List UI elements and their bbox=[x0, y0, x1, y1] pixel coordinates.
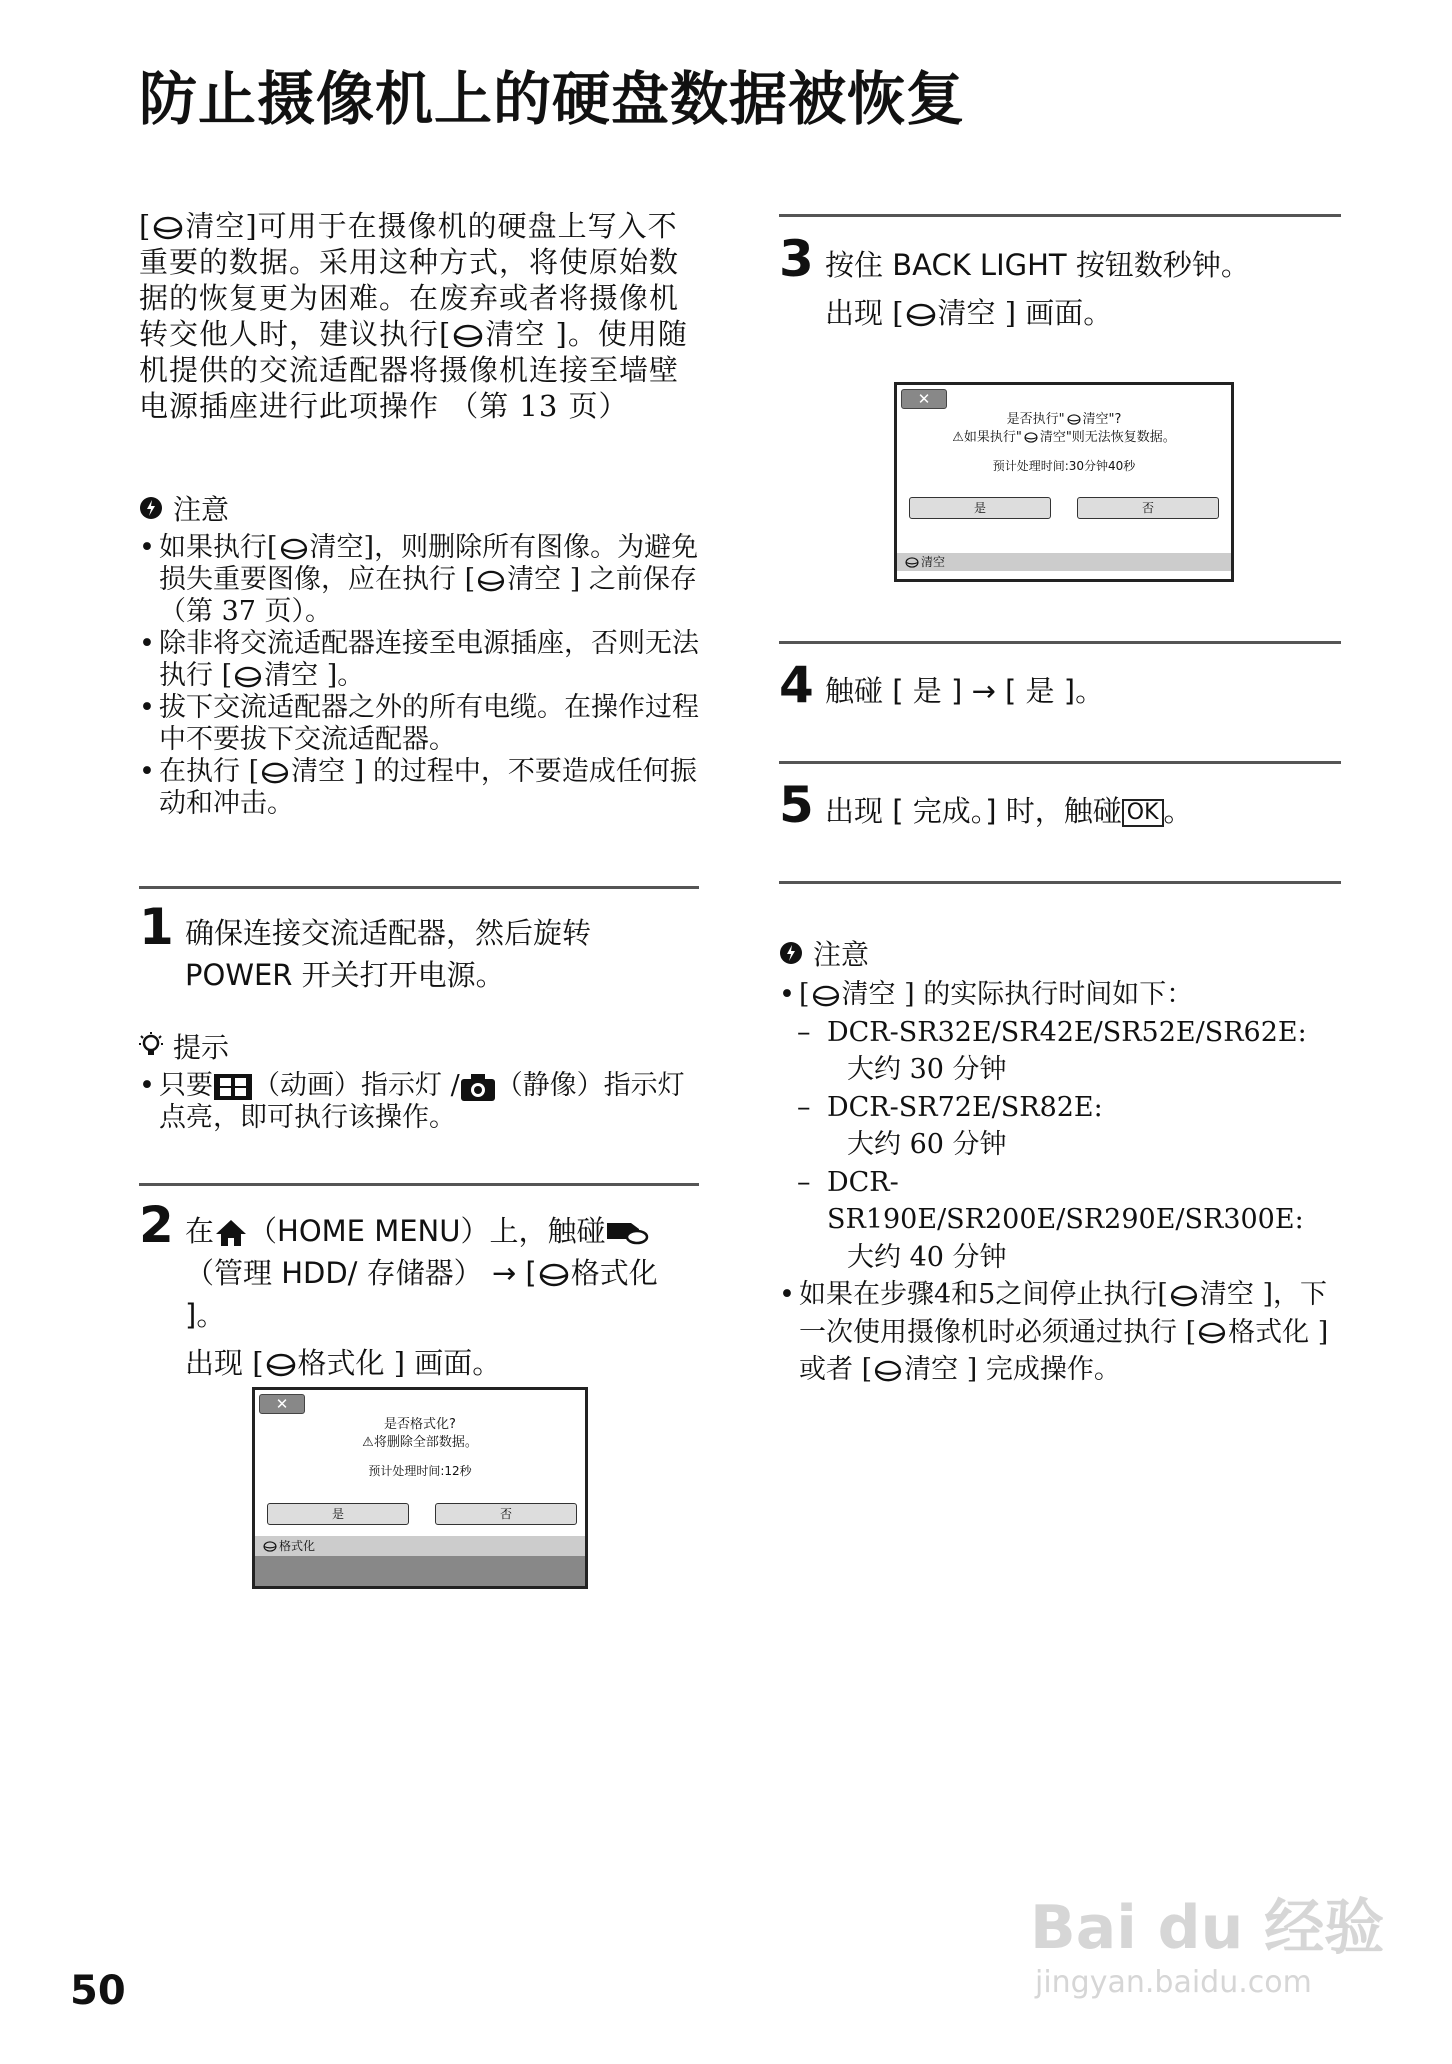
divider bbox=[779, 641, 1341, 644]
divider bbox=[139, 886, 699, 889]
yes-button[interactable]: 是 bbox=[267, 1503, 409, 1525]
watermark-logo: Bai du 经验 bbox=[1030, 1893, 1385, 1963]
divider bbox=[779, 214, 1341, 217]
warning-text: ⚠将删除全部数据。 bbox=[362, 1435, 478, 1450]
text: [ bbox=[139, 209, 152, 243]
text: 清空 ]。使用随机提供的交流适配器将摄像机连接至墙壁电源插座进行此项操作 （第 13 页） bbox=[139, 317, 688, 423]
lightbulb-icon bbox=[139, 1032, 163, 1060]
movie-film-icon bbox=[213, 1072, 253, 1102]
step-number: 4 bbox=[779, 656, 814, 714]
hdd-disk-icon bbox=[1198, 1322, 1226, 1344]
close-button[interactable]: ✕ bbox=[259, 1394, 305, 1414]
step-text: 出现 [ 完成。] 时，触碰 OK 。 bbox=[825, 794, 1193, 828]
list-item: • 在执行 [ 清空 ] 的过程中，不要造成任何振动和冲击。 bbox=[139, 756, 699, 820]
estimated-time: 预计处理时间:12秒 bbox=[368, 1464, 472, 1478]
hdd-disk-icon bbox=[263, 1541, 277, 1552]
hdd-disk-icon bbox=[453, 324, 483, 348]
step-number: 3 bbox=[779, 230, 814, 288]
page-number: 50 bbox=[70, 1968, 126, 2014]
step-3 bbox=[779, 230, 1341, 334]
step-result: 出现 [ 清空 ] 画面。 bbox=[825, 296, 1113, 330]
step-5 bbox=[779, 776, 1341, 834]
hdd-disk-icon bbox=[153, 216, 183, 240]
step-result: 出现 [ 格式化 ] 画面。 bbox=[185, 1346, 502, 1380]
tip-heading-text: 提示 bbox=[173, 1031, 230, 1064]
divider bbox=[779, 761, 1341, 764]
caution-icon bbox=[779, 941, 803, 965]
hdd-disk-icon bbox=[1024, 432, 1038, 443]
page-title: 防止摄像机上的硬盘数据被恢复 bbox=[139, 65, 966, 133]
step-text: 按住 BACK LIGHT 按钮数秒钟。 出现 [ 清空 ] 画面。 bbox=[779, 244, 1341, 334]
list-item: • 如果在步骤4和5之间停止执行[ 清空 ]，下一次使用摄像机时必须通过执行 [ 格式化 ] 或者 [ 清空 ] 完成操作。 bbox=[779, 1276, 1341, 1389]
tip-heading bbox=[139, 1026, 229, 1066]
list-item: • 如果执行[ 清空]，则删除所有图像。为避免损失重要图像，应在执行 [ 清空 ] 之前保存 （第 37 页）。 bbox=[139, 532, 699, 628]
step-1 bbox=[139, 898, 699, 996]
model-item: – DCR-SR190E/SR200E/SR290E/SR300E: bbox=[779, 1164, 1341, 1239]
step-number: 2 bbox=[139, 1196, 174, 1254]
camera-icon bbox=[460, 1072, 496, 1102]
manage-hdd-icon bbox=[605, 1219, 649, 1247]
hdd-disk-icon bbox=[266, 1353, 296, 1377]
confirm-question: 是否执行" 清空"? bbox=[1006, 412, 1122, 427]
note-heading-text: 注意 bbox=[813, 938, 870, 971]
tip-list bbox=[139, 1070, 699, 1134]
no-button[interactable]: 否 bbox=[435, 1503, 577, 1525]
time-value: 大约 40 分钟 bbox=[847, 1241, 1007, 1273]
hdd-disk-icon bbox=[539, 1263, 569, 1287]
step-number: 1 bbox=[139, 898, 174, 956]
time-value: 大约 30 分钟 bbox=[847, 1054, 1007, 1085]
hdd-disk-icon bbox=[280, 538, 308, 560]
screen-footer: 格式化 bbox=[255, 1536, 585, 1556]
format-screen bbox=[252, 1387, 588, 1589]
erase-screen bbox=[894, 382, 1234, 582]
no-button[interactable]: 否 bbox=[1077, 497, 1219, 519]
note-heading bbox=[139, 488, 229, 528]
list-item: • [ 清空 ] 的实际执行时间如下： bbox=[779, 976, 1341, 1014]
ok-button-icon: OK bbox=[1122, 799, 1164, 827]
note-heading bbox=[779, 933, 869, 973]
caution-icon bbox=[139, 496, 163, 520]
hdd-disk-icon bbox=[1067, 414, 1081, 425]
hdd-disk-icon bbox=[1170, 1285, 1198, 1307]
model-item: – DCR-SR72E/SR82E: bbox=[779, 1089, 1341, 1127]
hdd-disk-icon bbox=[812, 985, 840, 1007]
screen-bottom-bar bbox=[255, 1556, 585, 1586]
hdd-disk-icon bbox=[874, 1360, 902, 1382]
time-value: 大约 60 分钟 bbox=[847, 1129, 1007, 1160]
model-item: – DCR-SR32E/SR42E/SR52E/SR62E: bbox=[779, 1014, 1341, 1052]
list-item: • 拔下交流适配器之外的所有电缆。在操作过程中不要拔下交流适配器。 bbox=[139, 692, 699, 756]
note-list bbox=[779, 976, 1341, 1389]
hdd-disk-icon bbox=[477, 570, 505, 592]
step-text: 在 （HOME MENU）上，触碰（管理 HDD/ 存储器） → [ 格式化 ]。 出现 [ 格式化 ] 画面。 bbox=[139, 1210, 699, 1384]
list-item: • 除非将交流适配器连接至电源插座，否则无法执行 [ 清空 ]。 bbox=[139, 628, 699, 692]
screen-footer: 清空 bbox=[897, 553, 1231, 571]
step-text: 触碰 [ 是 ] → [ 是 ]。 bbox=[825, 674, 1105, 708]
divider bbox=[139, 1183, 699, 1186]
hdd-disk-icon bbox=[261, 762, 289, 784]
intro-paragraph bbox=[139, 208, 699, 424]
text: 清空]可用于在摄像机的硬盘上写入不重要的数据。采用这种方式，将使原始数据的恢复更为困难。在废弃或者将摄像机转交他人时，建议执行[ bbox=[139, 209, 680, 351]
step-4 bbox=[779, 656, 1341, 714]
hdd-disk-icon bbox=[906, 303, 936, 327]
watermark-url: jingyan.baidu.com bbox=[1035, 1965, 1312, 2000]
warning-text: ⚠如果执行" 清空"则无法恢复数据。 bbox=[952, 430, 1176, 445]
home-icon bbox=[214, 1218, 248, 1248]
close-button[interactable]: ✕ bbox=[901, 389, 947, 409]
list-item: • 只要 （动画）指示灯 / （静像）指示灯点亮，即可执行该操作。 bbox=[139, 1070, 699, 1134]
note-heading-text: 注意 bbox=[173, 493, 230, 526]
hdd-disk-icon bbox=[905, 557, 919, 568]
step-2 bbox=[139, 1196, 699, 1384]
confirm-question: 是否格式化? bbox=[384, 1417, 456, 1432]
step-text: 确保连接交流适配器，然后旋转 POWER 开关打开电源。 bbox=[185, 916, 592, 992]
note-list bbox=[139, 532, 699, 820]
hdd-disk-icon bbox=[234, 666, 262, 688]
estimated-time: 预计处理时间:30分钟40秒 bbox=[992, 459, 1136, 473]
step-number: 5 bbox=[779, 776, 814, 834]
divider bbox=[779, 881, 1341, 884]
yes-button[interactable]: 是 bbox=[909, 497, 1051, 519]
